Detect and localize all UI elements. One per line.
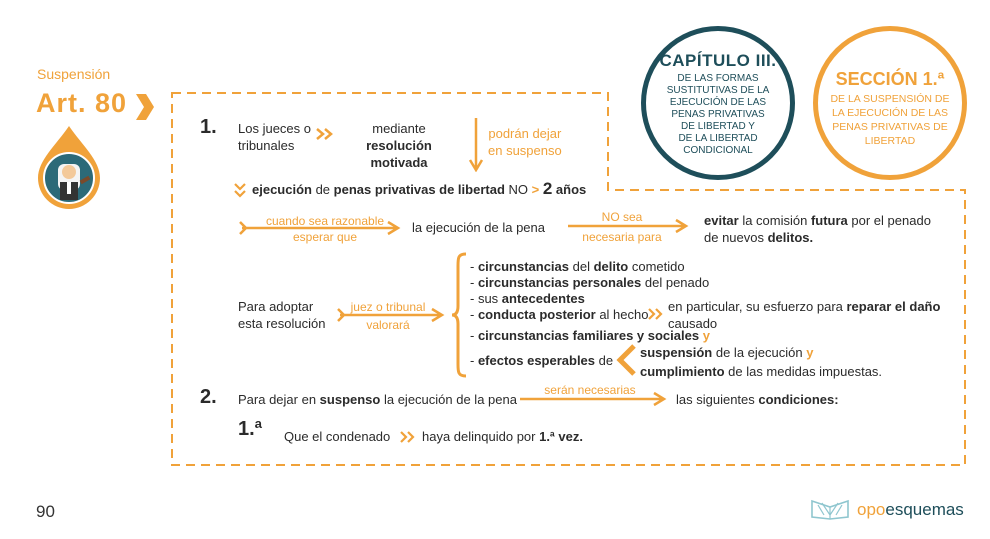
exec-gt: > [531, 182, 540, 197]
judge-bottom: valorará [366, 318, 410, 332]
factor-bold: antecedentes [501, 291, 585, 306]
effects-text-1: de la ejecución [712, 345, 807, 360]
factor-bold: circunstancias personales [477, 275, 642, 290]
means-text [338, 120, 460, 171]
factor-item [470, 258, 685, 275]
chapter-line: PENAS PRIVATIVAS [671, 109, 765, 120]
not-bottom: necesaria para [582, 230, 662, 244]
cond-text-main: haya delinquido por [422, 429, 540, 444]
section-line: LA EJECUCIÓN DE LAS [831, 107, 949, 119]
factor-item [470, 290, 585, 307]
chapter-line: SUSTITUTIVAS DE LA [666, 85, 770, 96]
factor-rest: de [595, 353, 614, 368]
factor-rest: al hecho [595, 307, 649, 322]
chapter-line: DE LAS FORMAS [677, 73, 759, 84]
can-line: en suspenso [488, 143, 562, 158]
paragraph-number-2: 2. [200, 386, 217, 408]
factor-rest: del [569, 259, 594, 274]
cond-top: cuando sea razonable [265, 214, 385, 228]
effort-post: causado [668, 316, 718, 331]
subject-line: Los jueces o [238, 121, 311, 136]
chevron-right-icon [134, 92, 154, 122]
can-suspend [488, 125, 562, 159]
avoid-text-1: la comisión [738, 213, 811, 228]
p2-bold: suspenso [319, 392, 381, 407]
effects-bold-2: cumplimiento [640, 364, 725, 379]
chapter-line: CONDICIONAL [683, 145, 753, 156]
brand-name [857, 500, 964, 520]
factor-pre: - [470, 353, 478, 368]
book-logo-icon [810, 497, 852, 521]
means-bold: resolución [366, 138, 432, 153]
right-arrow-icon [518, 391, 668, 407]
exec-phrase: la ejecución de la pena [412, 220, 545, 235]
factor-item [470, 274, 709, 291]
section-line: PENAS PRIVATIVAS DE [832, 121, 948, 133]
p2-post: la ejecución de la pena [380, 392, 517, 407]
chevron-left-icon [614, 344, 636, 376]
exec-mid: de [311, 182, 334, 197]
article-title: Art. 80 [36, 88, 128, 118]
chapter-title: CAPÍTULO III. [659, 51, 777, 70]
factor-item [470, 327, 710, 344]
effort-bold: reparar el daño [846, 299, 941, 314]
subject-line: tribunales [238, 138, 295, 153]
subject-text [238, 120, 311, 154]
factor-bold: efectos esperables [477, 353, 596, 368]
avoid-bold: evitar [704, 213, 739, 228]
exec-bold-2: penas privativas de libertad [333, 182, 505, 197]
factor-item [470, 306, 648, 323]
chapter-line: DE LA LIBERTAD [678, 133, 758, 144]
adopt-line: esta resolución [238, 316, 326, 331]
avoid-text [704, 212, 931, 246]
avoid-text-2: por el penado [847, 213, 931, 228]
means-bold-2: motivada [370, 155, 428, 170]
factor-pre: - [470, 307, 478, 322]
p2-result-pre: las siguientes [676, 392, 759, 407]
paragraph-number-1: 1. [200, 116, 217, 138]
avoid-bold-2: futura [810, 213, 848, 228]
exec-no: NO [504, 182, 532, 197]
chapter-badge [641, 26, 795, 180]
section-line: LIBERTAD [864, 135, 916, 147]
judge-avatar-icon [36, 124, 102, 210]
p2-arrow-label: serán necesarias [544, 383, 636, 397]
factor-pre: - sus [470, 291, 502, 306]
exec-num: 2 [542, 179, 553, 198]
avoid-text-3: de nuevos [704, 230, 768, 245]
p2-text [238, 391, 517, 408]
cond-text [422, 428, 583, 445]
effects-text-2: de las medidas impuestas. [724, 364, 883, 379]
double-chevron-icon [316, 128, 334, 140]
factor-bold: circunstancias [477, 259, 569, 274]
sub-number: 1.ª [238, 418, 263, 440]
section-label: Suspensión [37, 66, 111, 82]
avoid-bold-3: delitos. [767, 230, 814, 245]
cond-bottom: esperar que [292, 230, 358, 244]
brand-a: opo [857, 500, 886, 519]
factor-pre: - [470, 275, 478, 290]
execution-line [252, 180, 586, 199]
judge-top: juez o tribunal [350, 300, 426, 314]
section-badge [813, 26, 967, 180]
factor-pre: - [470, 328, 478, 343]
p2-result [676, 391, 839, 408]
chapter-line: DE LIBERTAD Y [681, 121, 755, 132]
double-chevron-icon [400, 431, 416, 443]
factor-pre: - [470, 259, 478, 274]
effort-pre: en particular, su esfuerzo para [668, 299, 847, 314]
brand-b: esquemas [885, 500, 964, 519]
effects-bold: suspensión [640, 345, 713, 360]
effects-text [640, 343, 882, 381]
factor-bold: circunstancias familiares y sociales [477, 328, 700, 343]
exec-years: años [552, 182, 587, 197]
adopt-line: Para adoptar [238, 299, 314, 314]
page-number: 90 [36, 502, 55, 521]
not-top: NO sea [601, 210, 643, 224]
factor-rest: del penado [641, 275, 710, 290]
factor-item [470, 352, 613, 369]
down-arrow-icon [468, 118, 484, 172]
section-line: DE LA SUSPENSIÓN DE [830, 93, 950, 105]
double-chevron-down-icon [234, 183, 246, 199]
exec-bold: ejecución [252, 182, 312, 197]
factor-bold-2: delito [593, 259, 629, 274]
cond-bold: 1.ª vez. [539, 429, 583, 444]
factor-y: y [702, 328, 710, 343]
brace-icon [450, 252, 468, 378]
p2-pre: Para dejar en [238, 392, 320, 407]
effects-y: y [806, 345, 814, 360]
means-pre: mediante [372, 121, 426, 136]
adopt-text [238, 298, 325, 332]
factor-rest-2: cometido [628, 259, 685, 274]
section-title: SECCIÓN 1.ª [835, 69, 945, 89]
cond-pre: Que el condenado [284, 429, 391, 444]
can-line: podrán dejar [488, 126, 562, 141]
chapter-line: EJECUCIÓN DE LAS [669, 97, 767, 108]
p2-result-bold: condiciones: [758, 392, 839, 407]
double-chevron-icon [648, 308, 664, 320]
factor-bold: conducta posterior [477, 307, 596, 322]
